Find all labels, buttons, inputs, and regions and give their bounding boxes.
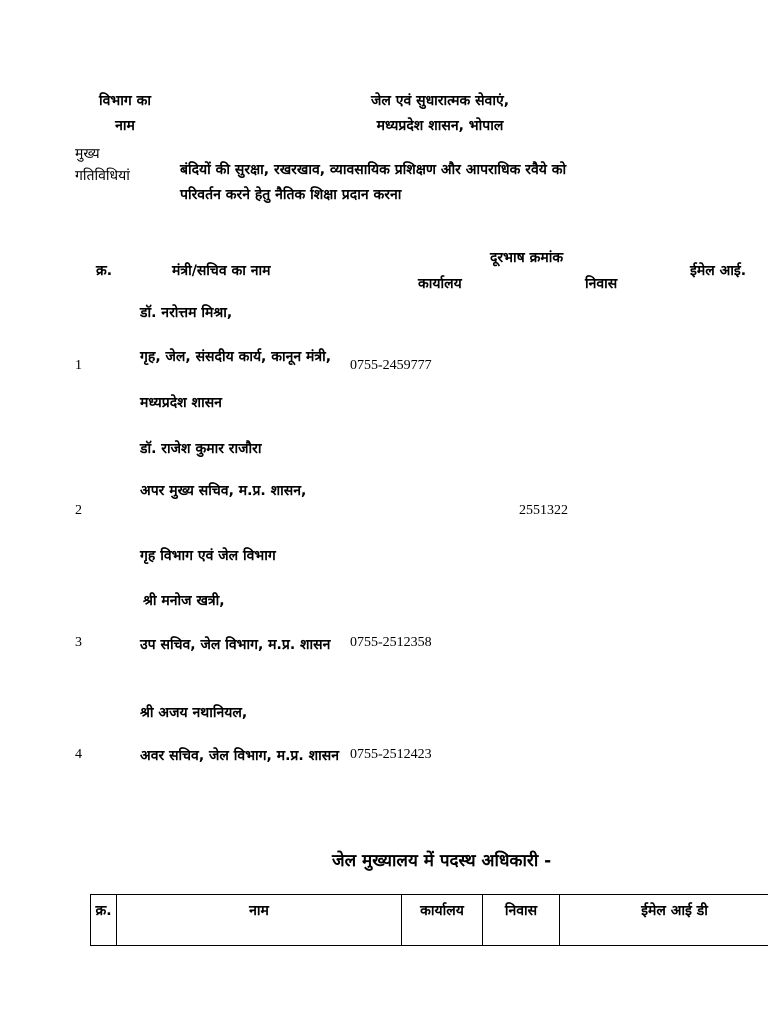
- row2-designation: अपर मुख्य सचिव, म.प्र. शासन,: [140, 483, 307, 499]
- col-sn-header: क्र.: [96, 263, 113, 279]
- section-title: जेल मुख्यालय में पदस्थ अधिकारी -: [332, 851, 552, 871]
- row3-name: श्री मनोज खत्री,: [143, 593, 225, 609]
- officers-col-office: कार्यालय: [402, 895, 483, 946]
- dept-label-line2: नाम: [115, 118, 135, 134]
- row2-department: गृह विभाग एवं जेल विभाग: [140, 548, 276, 564]
- dept-value-line1: जेल एवं सुधारात्मक सेवाएं,: [370, 93, 510, 109]
- activity-label-line2: गतिविधियां: [75, 168, 130, 184]
- activity-value-line1: बंदियों की सुरक्षा, रखरखाव, व्यावसायिक प्रशिक्षण और आपराधिक रवैये को: [180, 162, 567, 178]
- row2-sn: 2: [75, 503, 82, 518]
- row3-office-phone: 0755-2512358: [350, 635, 432, 650]
- col-name-header: मंत्री/सचिव का नाम: [172, 263, 271, 279]
- table-row: [91, 895, 768, 946]
- officers-table: [90, 894, 768, 946]
- activity-label-line1: मुख्य: [75, 146, 100, 162]
- row1-name: डॉ. नरोत्तम मिश्रा,: [140, 305, 233, 321]
- officers-col-email: ईमेल आई डी: [560, 895, 768, 946]
- row4-designation: अवर सचिव, जेल विभाग, म.प्र. शासन: [140, 748, 339, 764]
- col-phone-group-header: दूरभाष क्रमांक: [490, 250, 564, 266]
- row1-designation: गृह, जेल, संसदीय कार्य, कानून मंत्री,: [140, 349, 332, 365]
- row3-sn: 3: [75, 635, 82, 650]
- officers-col-residence: निवास: [483, 895, 560, 946]
- dept-label-line1: विभाग का: [98, 93, 151, 109]
- row1-designation-state: मध्यप्रदेश शासन: [140, 395, 222, 411]
- officers-col-name: नाम: [117, 895, 402, 946]
- row2-name: डॉ. राजेश कुमार राजौरा: [140, 441, 262, 457]
- col-email-header: ईमेल आई.: [690, 263, 747, 279]
- row4-office-phone: 0755-2512423: [350, 747, 432, 762]
- officers-col-sn: क्र.: [91, 895, 117, 946]
- row3-designation: उप सचिव, जेल विभाग, म.प्र. शासन: [140, 637, 331, 653]
- row2-residence-phone: 2551322: [519, 503, 568, 518]
- activity-value-line2: परिवर्तन करने हेतु नैतिक शिक्षा प्रदान करना: [180, 187, 402, 203]
- col-residence-header: निवास: [585, 276, 618, 292]
- col-office-header: कार्यालय: [418, 276, 462, 292]
- dept-value-line2: मध्यप्रदेश शासन, भोपाल: [376, 118, 504, 134]
- row4-name: श्री अजय नथानियल,: [140, 705, 248, 721]
- row1-office-phone: 0755-2459777: [350, 358, 432, 373]
- row4-sn: 4: [75, 747, 82, 762]
- row1-sn: 1: [75, 358, 82, 373]
